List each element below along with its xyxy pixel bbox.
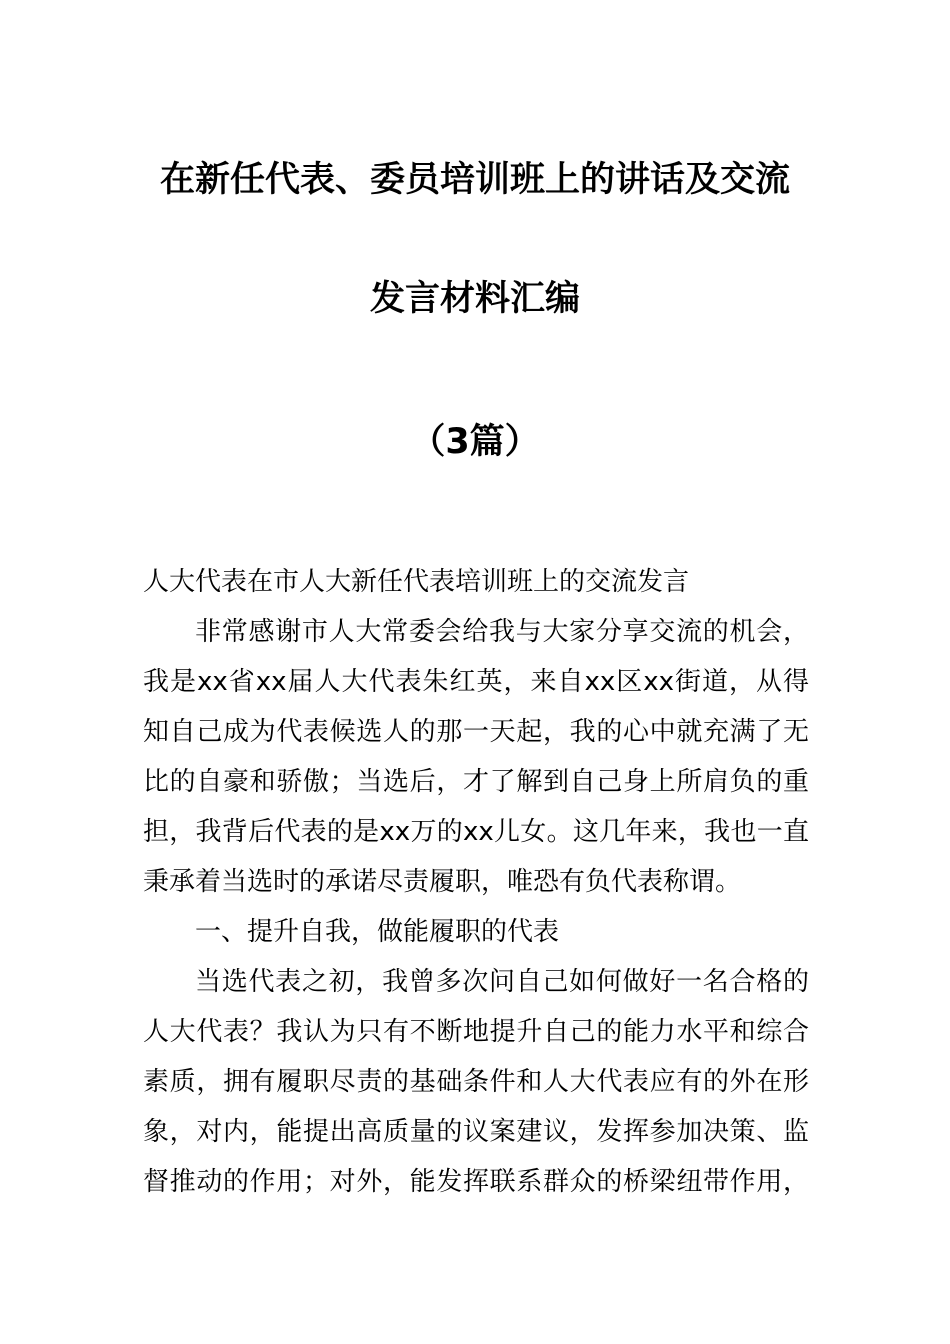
paragraph-line: 担，我背后代表的是xx万的xx儿女。这几年来，我也一直: [143, 817, 809, 847]
document-title-line-1: 在新任代表、委员培训班上的讲话及交流: [159, 160, 790, 200]
paragraph-line: 当选代表之初，我曾多次问自己如何做好一名合格的: [195, 967, 809, 997]
paragraph-line: 秉承着当选时的承诺尽责履职，唯恐有负代表称谓。: [143, 867, 742, 897]
paragraph-line: 比的自豪和骄傲；当选后，才了解到自己身上所肩负的重: [143, 767, 809, 797]
document-title-line-2: 发言材料汇编: [369, 279, 580, 319]
paragraph-line: 知自己成为代表候选人的那一天起，我的心中就充满了无: [143, 717, 809, 747]
paragraph-line: 督推动的作用；对外，能发挥联系群众的桥梁纽带作用，: [143, 1167, 809, 1197]
paragraph-line: 人大代表？我认为只有不断地提升自己的能力水平和综合: [143, 1017, 809, 1047]
paragraph-line: 素质，拥有履职尽责的基础条件和人大代表应有的外在形: [143, 1067, 809, 1097]
document-body: [143, 557, 809, 1207]
article-heading: 人大代表在市人大新任代表培训班上的交流发言: [143, 567, 690, 597]
paragraph-line: 我是xx省xx届人大代表朱红英，来自xx区xx街道，从得: [143, 667, 809, 697]
paragraph-line: 象，对内，能提出高质量的议案建议，发挥参加决策、监: [143, 1117, 809, 1147]
paragraph-line: 非常感谢市人大常委会给我与大家分享交流的机会，: [195, 617, 809, 647]
section-heading: 一、提升自我，做能履职的代表: [195, 917, 560, 947]
document-count-label: （3篇）: [410, 422, 540, 462]
